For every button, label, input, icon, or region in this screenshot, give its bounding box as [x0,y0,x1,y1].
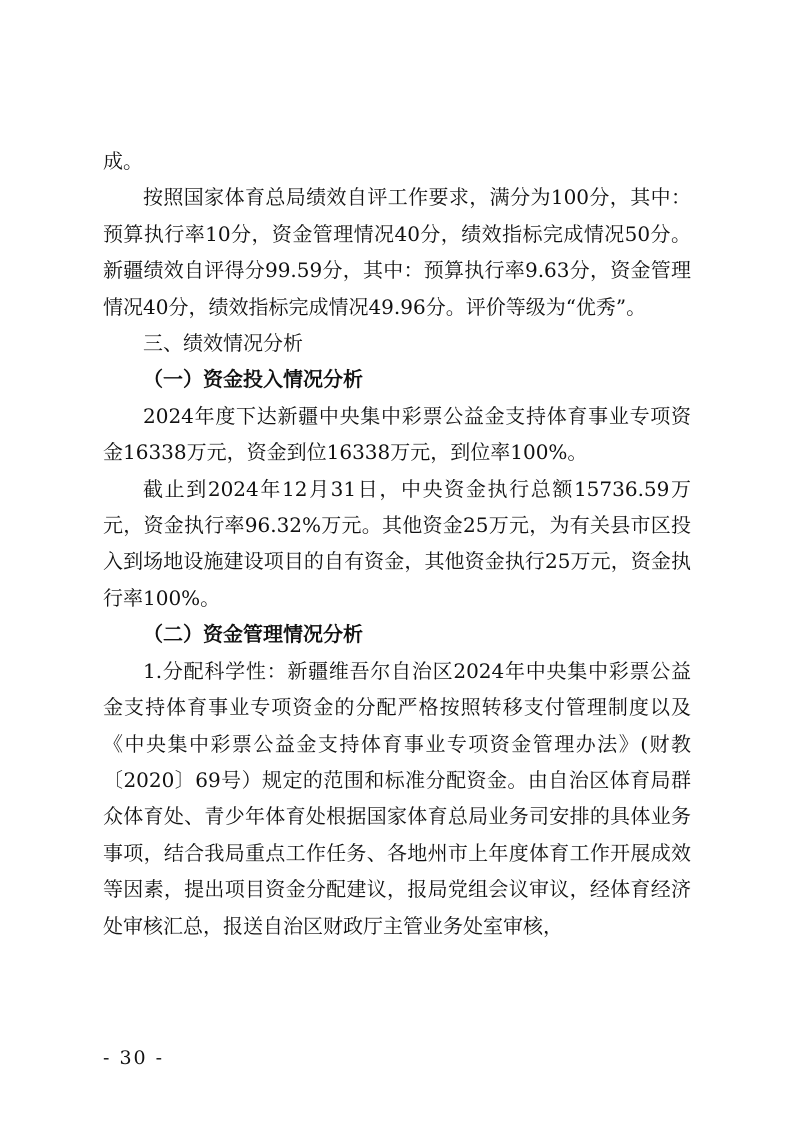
paragraph-funding-execution: 截止到2024年12月31日，中央资金执行总额15736.59万元，资金执行率96.32%万元。其他资金25万元，为有关县市区投入到场地设施建设项目的自有资金，其他资金执行25万元，资金执行率100%。 [103,476,691,610]
paragraph-continuation: 成。 [103,149,143,173]
subsection-heading-funding-management: （二）资金管理情况分析 [143,622,363,647]
page-number: - 30 - [103,1047,165,1069]
paragraph-allocation: 1.分配科学性：新疆维吾尔自治区2024年中央集中彩票公益金支持体育事业专项资金的分配严格按照转移支付管理制度以及《中央集中彩票公益金支持体育事业专项资金管理办法》(财教〔2020〕69号）规定的范围和标准分配资金。由自治区体育局群众体育处、青少年体育处根据国家体育总局业务司安排的具体业务事项，结合我局重点工作任务、各地州市上年度体育工作开展成效等因素，提出项目资金分配建议，报局党组会议审议，经体育经济处审核汇总，报送自治区财政厅主管业务处室审核， [103,658,691,938]
paragraph-score-summary: 按照国家体育总局绩效自评工作要求，满分为100分，其中：预算执行率10分，资金管理情况40分，绩效指标完成情况50分。新疆绩效自评得分99.59分，其中：预算执行率9.63分，资金管理情况40分，绩效指标完成情况49.96分。评价等级为“优秀”。 [103,185,691,319]
subsection-heading-funding-input: （一）资金投入情况分析 [143,367,363,392]
section-heading: 三、绩效情况分析 [143,331,303,356]
body-text [103,143,691,944]
paragraph-funding-issued: 2024年度下达新疆中央集中彩票公益金支持体育事业专项资金16338万元，资金到位16338万元，到位率100%。 [103,403,691,465]
